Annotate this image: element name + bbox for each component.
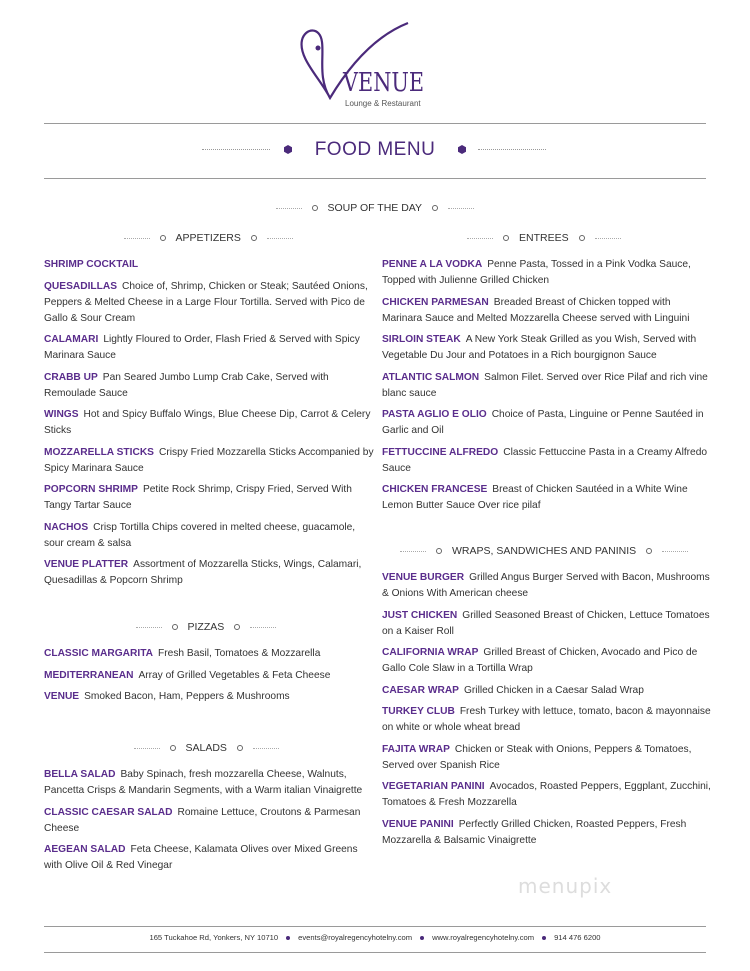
menu-item: [44, 520, 374, 552]
menupix-watermark: menupix: [518, 874, 613, 898]
menu-item: [382, 779, 712, 811]
item-description: Grilled Chicken in a Caesar Salad Wrap: [463, 684, 644, 696]
divider-footer-top: [44, 926, 706, 927]
menu-item: [44, 689, 374, 705]
item-name: CHICKEN PARMESAN: [382, 296, 489, 308]
item-name: FETTUCCINE ALFREDO: [382, 446, 499, 458]
menu-item: [44, 646, 374, 662]
menu-item: [382, 482, 712, 514]
dotted-line: [124, 238, 150, 239]
menu-title-row: [0, 138, 750, 162]
item-description: Breast of Chicken Sautéed in a White Wine Lemon Butter Sauce Over rice pilaf: [382, 484, 688, 511]
item-description: Avocados, Roasted Peppers, Eggplant, Zucchini, Tomatoes & Fresh Mozzarella: [382, 781, 711, 808]
menu-item: [44, 668, 374, 684]
menu-item: [44, 557, 374, 589]
salads-heading: [134, 741, 279, 755]
circle-icon: [436, 548, 442, 554]
pizzas-heading: [136, 620, 277, 634]
item-name: CAESAR WRAP: [382, 684, 459, 696]
dotted-line: [134, 748, 160, 749]
circle-icon: [237, 745, 243, 751]
dotted-line: [400, 551, 426, 552]
venue-logo: [290, 18, 450, 113]
item-description: Array of Grilled Vegetables & Feta Cheese: [138, 669, 331, 681]
menu-item: [382, 332, 712, 364]
dotted-line: [253, 748, 279, 749]
menu-item: [44, 482, 374, 514]
menu-item: [44, 445, 374, 477]
menu-item: [382, 645, 712, 677]
divider-top: [44, 123, 706, 124]
item-name: CALAMARI: [44, 334, 99, 345]
dotted-line: [267, 238, 293, 239]
item-name: QUESADILLAS: [44, 280, 118, 292]
circle-icon: [312, 205, 318, 211]
section-title: SOUP OF THE DAY: [327, 202, 423, 214]
item-description: Choice of Pasta, Linguine or Penne Sautéed in Garlic and Oil: [382, 409, 704, 436]
item-name: CHICKEN FRANCESE: [382, 484, 488, 495]
item-description: Baby Spinach, fresh mozzarella Cheese, Walnuts, Pancetta Crisps & Mandarin Segments, with a Warm italian Vinaigrette: [44, 769, 363, 796]
item-name: ATLANTIC SALMON: [382, 371, 480, 383]
bullet-icon: [420, 936, 424, 940]
item-name: VEGETARIAN PANINI: [382, 781, 485, 792]
item-name: NACHOS: [44, 521, 89, 533]
item-description: Salmon Filet. Served over Rice Pilaf and rich vine blanc sauce: [382, 371, 708, 399]
dotted-line: [662, 551, 688, 552]
bullet-icon: [542, 936, 546, 940]
dotted-line: [595, 238, 621, 239]
footer-website[interactable]: www.royalregencyhotelny.com: [432, 933, 535, 942]
dotted-line: [448, 208, 474, 209]
section-title: WRAPS, SANDWICHES AND PANINIS: [452, 545, 637, 557]
item-description: Crisp Tortilla Chips covered in melted cheese, guacamole, sour cream & salsa: [44, 521, 356, 549]
item-name: VENUE PLATTER: [44, 559, 129, 570]
circle-icon: [646, 548, 652, 554]
item-name: POPCORN SHRIMP: [44, 484, 138, 495]
item-name: PENNE A LA VODKA: [382, 259, 483, 270]
item-name: AEGEAN SALAD: [44, 844, 126, 855]
circle-icon: [432, 205, 438, 211]
item-description: Feta Cheese, Kalamata Olives over Mixed Greens with Olive Oil & Red Vinegar: [44, 844, 358, 871]
item-name: VENUE BURGER: [382, 572, 465, 583]
item-description: Grilled Seasoned Breast of Chicken, Lettuce Tomatoes on a Kaiser Roll: [382, 609, 710, 637]
item-name: MOZZARELLA STICKS: [44, 446, 154, 458]
circle-icon: [170, 745, 176, 751]
menu-item: [382, 570, 712, 602]
circle-icon: [172, 624, 178, 630]
dotted-line: [276, 208, 302, 209]
section-title: APPETIZERS: [175, 232, 241, 244]
item-description: Grilled Breast of Chicken, Avocado and Pico de Gallo Cole Slaw in a Tortilla Wrap: [382, 647, 698, 674]
item-name: VENUE PANINI: [382, 818, 454, 830]
item-description: Hot and Spicy Buffalo Wings, Blue Cheese Dip, Carrot & Celery Sticks: [44, 409, 371, 436]
menu-item: [44, 407, 374, 439]
item-description: Petite Rock Shrimp, Crispy Fried, Served With Tangy Tartar Sauce: [44, 484, 352, 511]
item-name: SHRIMP COCKTAIL: [44, 259, 139, 270]
entrees-heading: [467, 231, 621, 245]
item-name: BELLA SALAD: [44, 769, 116, 780]
pizzas-list: [44, 646, 374, 711]
menu-item: [382, 704, 712, 736]
appetizers-heading: [124, 231, 293, 245]
page-title: FOOD MENU: [314, 139, 436, 160]
item-description: Lightly Floured to Order, Flash Fried & Served with Spicy Marinara Sauce: [44, 334, 360, 361]
item-description: Choice of, Shrimp, Chicken or Steak; Sautéed Onions, Peppers & Melted Cheese in a Large Flour Tortilla. Served with Pico de Gallo & Sour Cream: [44, 280, 368, 324]
dotted-line: [136, 627, 162, 628]
brand-tagline: Lounge & Restaurant: [345, 99, 421, 108]
menu-item: [44, 332, 374, 364]
item-name: WINGS: [44, 409, 79, 420]
menu-item: [44, 279, 374, 327]
item-description: Classic Fettuccine Pasta in a Creamy Alfredo Sauce: [382, 446, 708, 474]
wraps-heading: [400, 544, 688, 558]
footer-address: 165 Tuckahoe Rd, Yonkers, NY 10710: [149, 933, 279, 942]
wraps-list: [382, 570, 712, 854]
menu-item: [382, 817, 712, 849]
item-description: Penne Pasta, Tossed in a Pink Vodka Sauce, Topped with Julienne Grilled Chicken: [382, 259, 691, 286]
salads-list: [44, 767, 374, 880]
entrees-list: [382, 257, 712, 520]
section-title: ENTREES: [519, 232, 569, 244]
menu-item: [382, 608, 712, 640]
menu-item: [382, 742, 712, 774]
menu-item: [382, 257, 712, 289]
item-description: Smoked Bacon, Ham, Peppers & Mushrooms: [84, 691, 290, 702]
item-description: Fresh Turkey with lettuce, tomato, bacon & mayonnaise on white or whole wheat bread: [382, 706, 711, 733]
brand-name: VENUE: [343, 68, 425, 98]
section-title: SALADS: [185, 742, 227, 754]
bullet-icon: [286, 936, 290, 940]
item-name: JUST CHICKEN: [382, 609, 458, 621]
item-description: Grilled Angus Burger Served with Bacon, Mushrooms & Onions With American cheese: [382, 572, 710, 599]
item-name: CLASSIC CAESAR SALAD: [44, 806, 173, 818]
footer-phone: 914 476 6200: [554, 933, 601, 942]
dotted-line: [467, 238, 493, 239]
soup-of-the-day-heading: [276, 201, 475, 215]
title-dotted-line-right: [478, 149, 546, 150]
section-title: PIZZAS: [187, 621, 225, 633]
menu-item: [44, 370, 374, 402]
footer-email[interactable]: events@royalregencyhotelny.com: [298, 933, 413, 942]
item-name: CRABB UP: [44, 371, 98, 383]
item-name: VENUE: [44, 691, 80, 702]
menu-item: [382, 295, 712, 327]
item-name: CLASSIC MARGARITA: [44, 648, 154, 659]
item-description: A New York Steak Grilled as you Wish, Served with Vegetable Du Jour and Potatoes in a Rich bourgignon Sauce: [382, 334, 697, 361]
footer-contact: [0, 933, 750, 942]
divider-title-bottom: [44, 178, 706, 179]
appetizers-list: [44, 257, 374, 595]
item-name: FAJITA WRAP: [382, 743, 450, 755]
menu-item: [44, 805, 374, 837]
circle-icon: [579, 235, 585, 241]
item-description: Romaine Lettuce, Croutons & Parmesan Cheese: [44, 806, 361, 834]
menu-item: [44, 767, 374, 799]
item-name: CALIFORNIA WRAP: [382, 647, 479, 658]
circle-icon: [234, 624, 240, 630]
circle-icon: [160, 235, 166, 241]
menu-item: [382, 370, 712, 402]
item-name: SIRLOIN STEAK: [382, 334, 461, 345]
item-description: Pan Seared Jumbo Lump Crab Cake, Served with Remoulade Sauce: [44, 371, 329, 399]
item-description: Crispy Fried Mozzarella Sticks Accompanied by Spicy Marinara Sauce: [44, 446, 374, 474]
menu-item: [44, 257, 374, 273]
item-description: Fresh Basil, Tomatoes & Mozzarella: [158, 648, 321, 659]
menu-item: [382, 445, 712, 477]
circle-icon: [503, 235, 509, 241]
item-name: MEDITERRANEAN: [44, 669, 134, 681]
item-description: Chicken or Steak with Onions, Peppers & Tomatoes, Served over Spanish Rice: [382, 743, 692, 771]
divider-footer-bottom: [44, 952, 706, 953]
menu-item: [382, 407, 712, 439]
item-description: Perfectly Grilled Chicken, Roasted Peppers, Fresh Mozzarella & Balsamic Vinaigrette: [382, 818, 687, 846]
item-description: Assortment of Mozzarella Sticks, Wings, Calamari, Quesadillas & Popcorn Shrimp: [44, 559, 362, 586]
item-description: Breaded Breast of Chicken topped with Marinara Sauce and Melted Mozzarella Cheese served with Linguini: [382, 296, 690, 324]
menu-item: [382, 683, 712, 699]
item-name: PASTA AGLIO E OLIO: [382, 409, 487, 420]
item-name: TURKEY CLUB: [382, 706, 455, 717]
dotted-line: [250, 627, 276, 628]
menu-item: [44, 842, 374, 874]
circle-icon: [251, 235, 257, 241]
